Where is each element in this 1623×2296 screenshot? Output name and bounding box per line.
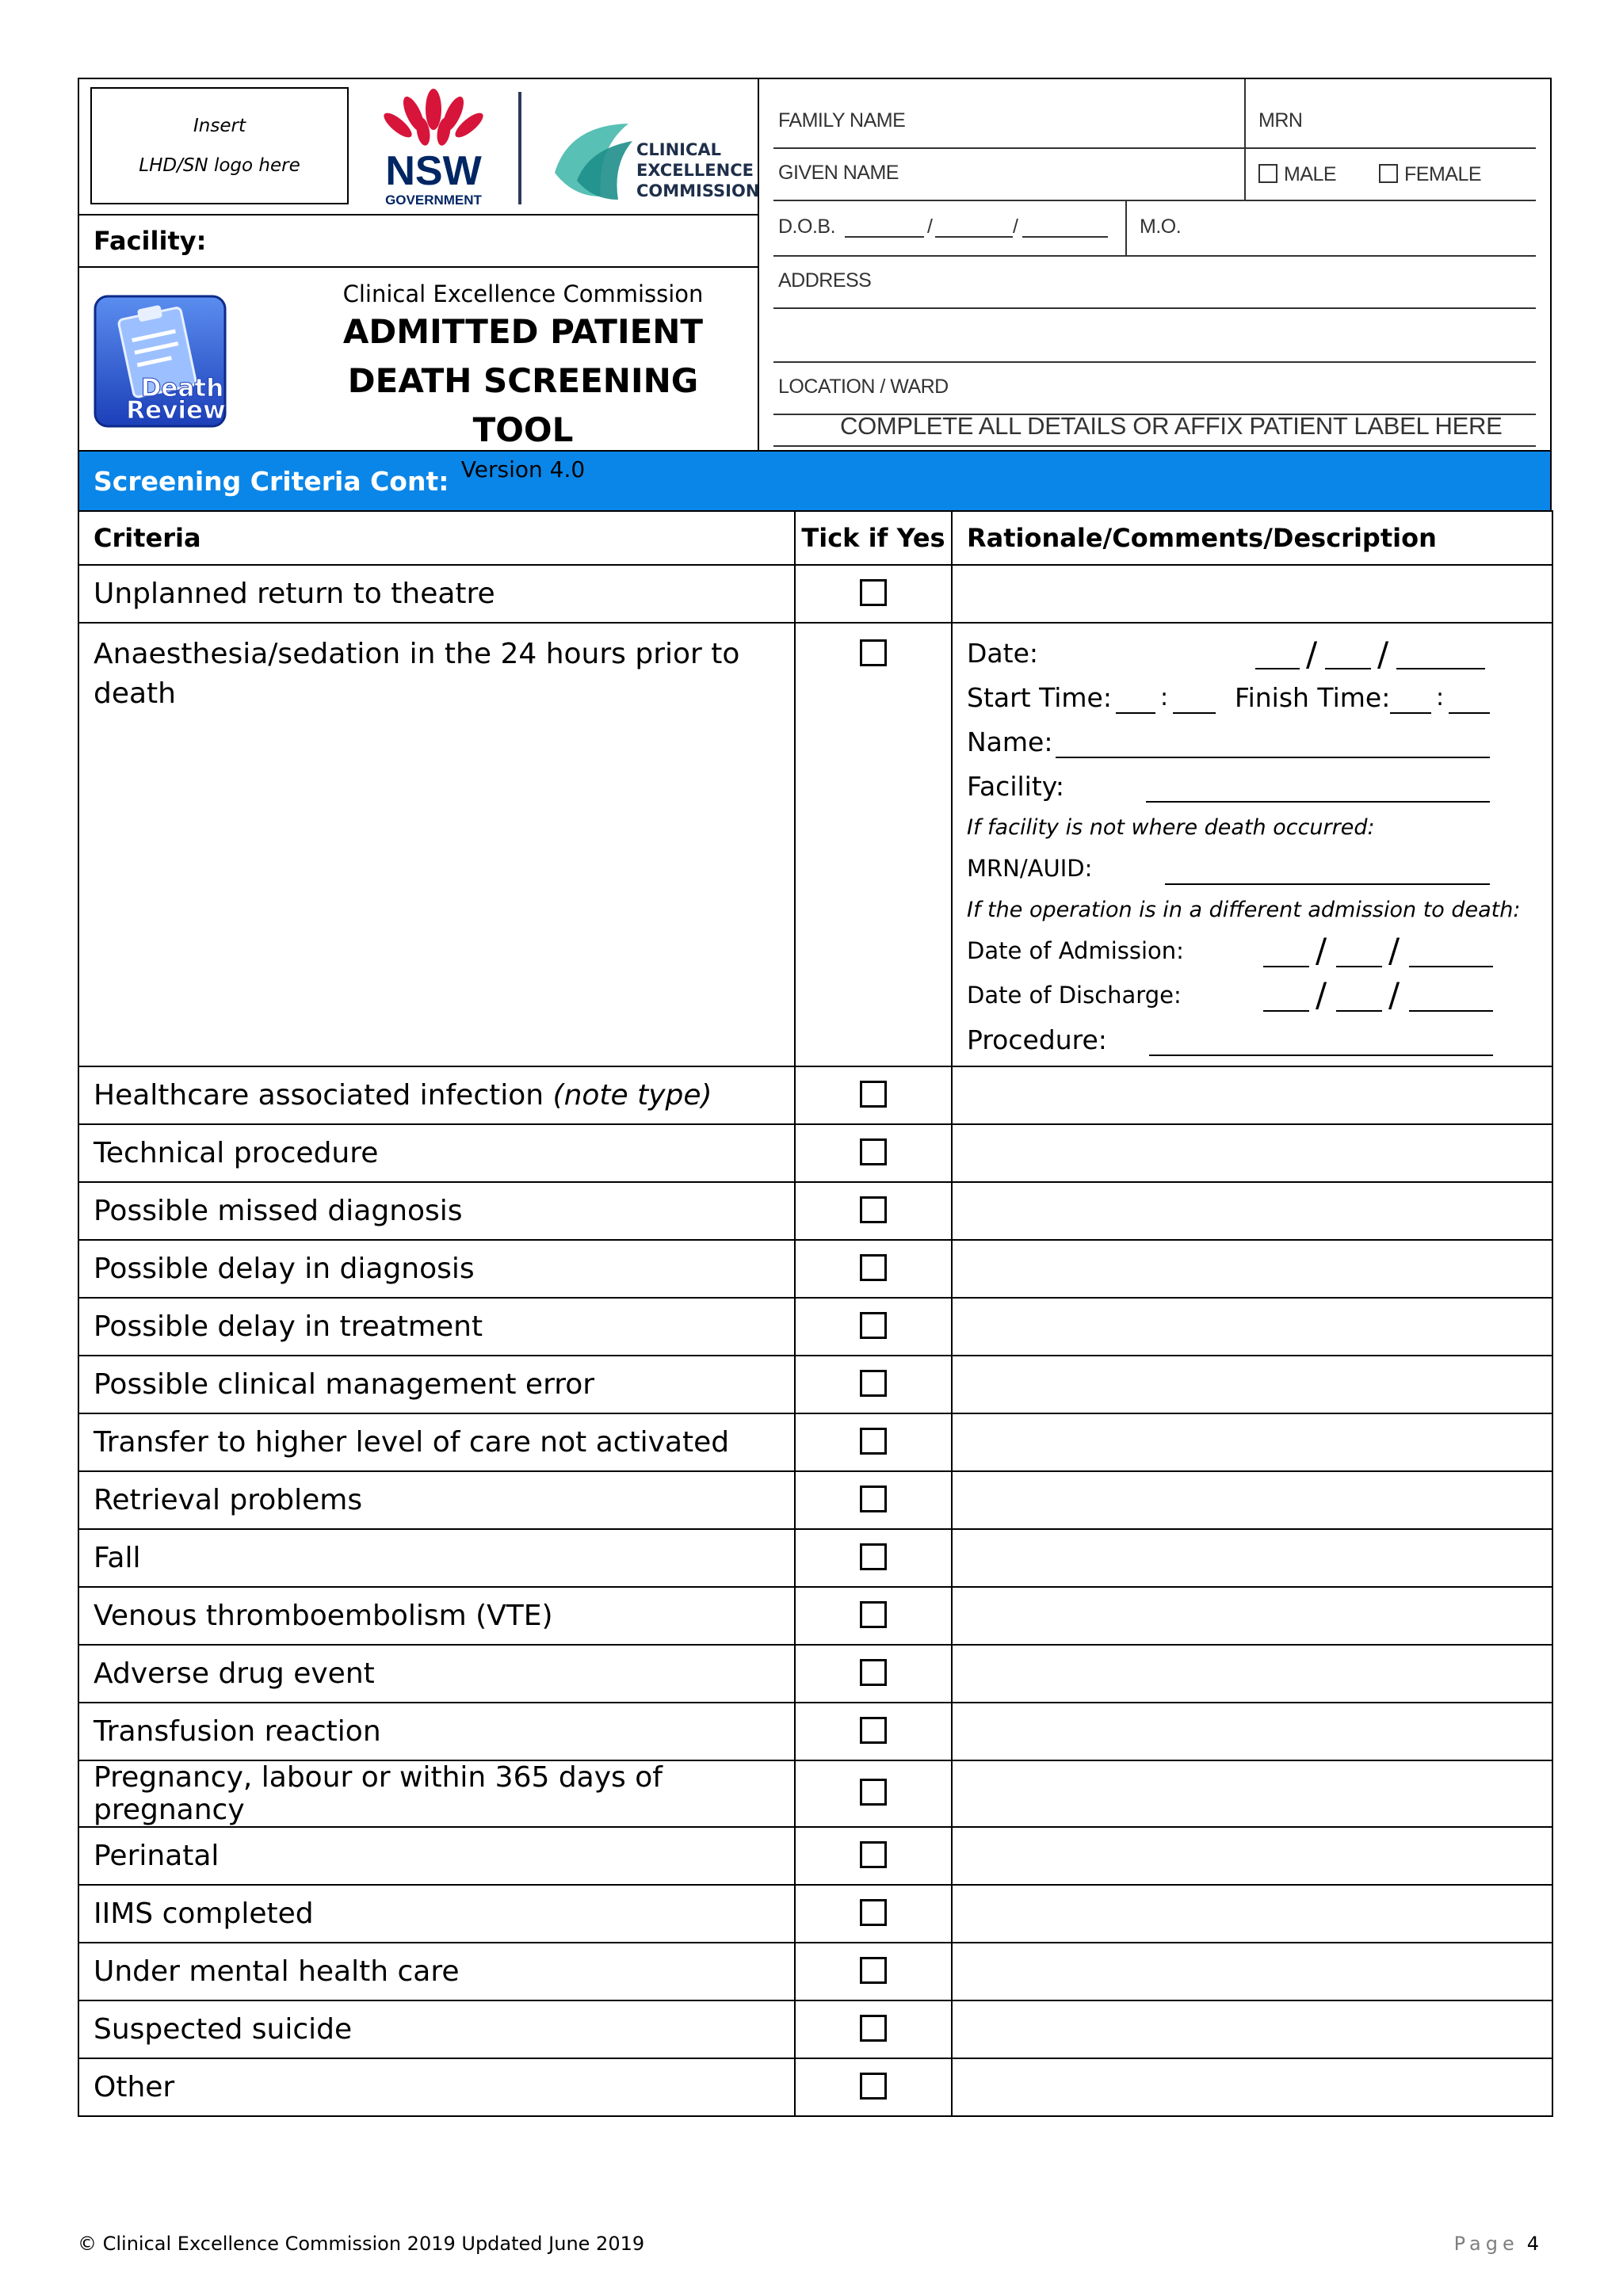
finish-time-minute[interactable]	[1449, 712, 1490, 714]
address-label: ADDRESS	[778, 269, 872, 292]
death-review-icon	[94, 295, 227, 428]
title-block	[309, 273, 737, 482]
tick-cell[interactable]	[795, 1645, 952, 1703]
criterion-label: Other	[78, 2058, 795, 2116]
table-row	[78, 1587, 1552, 1645]
tick-cell[interactable]	[795, 1885, 952, 1943]
title-line2: DEATH SCREENING TOOL	[347, 361, 699, 449]
page-label: Page	[1453, 2233, 1519, 2255]
male-option[interactable]	[1258, 163, 1336, 186]
comment-cell[interactable]	[952, 1356, 1552, 1413]
comment-cell[interactable]	[952, 1413, 1552, 1471]
tick-checkbox[interactable]	[860, 579, 887, 606]
comment-cell[interactable]	[952, 1587, 1552, 1645]
tick-cell[interactable]	[795, 623, 952, 1066]
facility-field[interactable]	[79, 214, 758, 268]
admission-month[interactable]	[1336, 966, 1382, 967]
female-option[interactable]	[1379, 163, 1481, 186]
facility-line[interactable]	[1146, 801, 1490, 803]
facility-label-anaes: Facility:	[967, 771, 1065, 802]
nsw-government-logo	[374, 86, 493, 209]
mrn-auid-line[interactable]	[1165, 883, 1490, 885]
criterion-label: Retrieval problems	[78, 1471, 795, 1529]
comment-cell[interactable]	[952, 1760, 1552, 1827]
tick-checkbox[interactable]	[860, 1138, 887, 1165]
nsw-logo-subtext: GOVERNMENT	[385, 193, 482, 208]
criterion-label: Fall	[78, 1529, 795, 1587]
tick-cell[interactable]	[795, 1471, 952, 1529]
footer-copyright: © Clinical Excellence Commission 2019 Updated June 2019	[78, 2233, 645, 2255]
table-row	[78, 1124, 1552, 1182]
male-checkbox[interactable]	[1258, 164, 1277, 183]
male-label: MALE	[1284, 163, 1337, 185]
comment-cell[interactable]	[952, 1240, 1552, 1298]
criterion-label: IIMS completed	[78, 1885, 795, 1943]
tick-checkbox[interactable]	[860, 1717, 887, 1744]
anaes-date-month[interactable]	[1325, 668, 1371, 669]
anaes-date-day[interactable]	[1255, 668, 1300, 669]
facility-note: If facility is not where death occurred:	[967, 815, 1375, 840]
name-line[interactable]	[1056, 757, 1490, 758]
date-discharge-label: Date of Discharge:	[967, 982, 1182, 1009]
given-name-line[interactable]	[773, 200, 1536, 201]
page-number: 4	[1526, 2233, 1539, 2255]
mrn-divider	[1244, 79, 1246, 200]
patient-label-note: COMPLETE ALL DETAILS OR AFFIX PATIENT LABEL HERE	[840, 412, 1503, 440]
tick-cell[interactable]	[795, 1943, 952, 2000]
date-admission-label: Date of Admission:	[967, 937, 1184, 964]
screening-criteria-table	[78, 510, 1553, 2117]
given-name-label: GIVEN NAME	[778, 162, 899, 184]
footer-page	[1454, 2233, 1539, 2255]
criterion-label: Technical procedure	[78, 1124, 795, 1182]
title-line1: ADMITTED PATIENT	[342, 312, 704, 351]
criterion-label: Possible delay in treatment	[78, 1298, 795, 1356]
tick-cell[interactable]	[795, 1066, 952, 1124]
table-row	[78, 2058, 1552, 2116]
table-row	[78, 2000, 1552, 2058]
dob-label: D.O.B.	[778, 215, 836, 238]
tick-checkbox[interactable]	[860, 1312, 887, 1339]
discharge-month[interactable]	[1336, 1010, 1382, 1012]
comment-cell[interactable]	[952, 1124, 1552, 1182]
tick-cell[interactable]	[795, 1703, 952, 1760]
form-page	[78, 78, 1552, 2117]
tick-checkbox[interactable]	[860, 2015, 887, 2042]
finish-time-hour[interactable]	[1390, 712, 1431, 714]
hai-text: Healthcare associated infection	[94, 1079, 544, 1112]
dob-divider	[1125, 200, 1127, 255]
start-time-label: Start Time:	[967, 682, 1112, 713]
tick-checkbox[interactable]	[860, 1957, 887, 1984]
procedure-line[interactable]	[1149, 1055, 1493, 1056]
anaesthesia-details: Date: / / Start Time: : Finish Time: : Name: Facility: If facility is not where death occurred: MRN/AUID: If the operation is in a different admission to death: Date of Admission: / / Date of Discharge: / / Procedure:	[967, 635, 1521, 1055]
comment-cell[interactable]	[952, 2000, 1552, 2058]
patient-label-area: FAMILY NAME MRN GIVEN NAME MALE FEMALE D.O.B. / / M.O. ADDRESS LOCATION / WARD COMPLETE ALL DETAILS OR AFFIX PATIENT LABEL HERE	[759, 79, 1550, 450]
tick-cell[interactable]	[795, 1529, 952, 1587]
tick-checkbox[interactable]	[860, 1370, 887, 1397]
procedure-label: Procedure:	[967, 1024, 1107, 1055]
admission-year[interactable]	[1409, 966, 1493, 967]
mrn-label: MRN	[1258, 109, 1303, 132]
label-bottom-line	[773, 445, 1536, 447]
mrn-auid-label: MRN/AUID:	[967, 855, 1093, 882]
table-row	[78, 1298, 1552, 1356]
female-label: FEMALE	[1404, 163, 1482, 185]
mo-label: M.O.	[1140, 215, 1182, 238]
tick-cell[interactable]	[795, 565, 952, 623]
table-row	[78, 1827, 1552, 1885]
comment-cell[interactable]	[952, 1943, 1552, 2000]
table-row	[78, 1182, 1552, 1240]
table-row	[78, 1943, 1552, 2000]
table-row	[78, 1703, 1552, 1760]
finish-time-label: Finish Time:	[1235, 682, 1391, 713]
comment-cell[interactable]	[952, 1885, 1552, 1943]
tick-checkbox[interactable]	[860, 2073, 887, 2100]
dob-row-line[interactable]	[773, 255, 1536, 257]
tick-checkbox[interactable]	[860, 639, 887, 666]
tick-cell[interactable]	[795, 1182, 952, 1240]
logo-divider	[518, 92, 521, 204]
rationale-header: Rationale/Comments/Description	[952, 511, 1552, 565]
tick-checkbox[interactable]	[860, 1081, 887, 1108]
table-row	[78, 1471, 1552, 1529]
tick-cell[interactable]	[795, 1356, 952, 1413]
comment-cell[interactable]	[952, 2058, 1552, 2116]
table-row	[78, 1240, 1552, 1298]
tick-cell[interactable]	[795, 1298, 952, 1356]
version-label: Version 4.0	[460, 456, 586, 482]
discharge-year[interactable]	[1409, 1010, 1493, 1012]
tick-cell[interactable]	[795, 1124, 952, 1182]
address-line2[interactable]	[773, 361, 1536, 363]
tick-cell[interactable]	[795, 1587, 952, 1645]
criterion-hai	[78, 1066, 795, 1124]
tick-checkbox[interactable]	[860, 1779, 887, 1806]
table-row	[78, 1885, 1552, 1943]
tick-checkbox[interactable]	[860, 1899, 887, 1926]
death-review-text2: Review	[126, 396, 226, 425]
tick-checkbox[interactable]	[860, 1601, 887, 1628]
criteria-header: Criteria	[78, 511, 795, 565]
criterion-label: Venous thromboembolism (VTE)	[78, 1587, 795, 1645]
anaesthesia-details-cell[interactable]	[952, 623, 1552, 1066]
criterion-label: Possible clinical management error	[78, 1356, 795, 1413]
comment-cell[interactable]	[952, 1471, 1552, 1529]
criterion-label: Pregnancy, labour or within 365 days of pregnancy	[78, 1760, 795, 1827]
tick-cell[interactable]	[795, 2000, 952, 2058]
anaes-date-label: Date:	[967, 638, 1038, 669]
section-title-bar	[78, 452, 1552, 510]
comment-cell[interactable]	[952, 1703, 1552, 1760]
table-row	[78, 1529, 1552, 1587]
criterion-label: Under mental health care	[78, 1943, 795, 2000]
tick-cell[interactable]	[795, 1413, 952, 1471]
criterion-anaesthesia: Anaesthesia/sedation in the 24 hours prior to death	[78, 623, 795, 1066]
table-row	[78, 1413, 1552, 1471]
nsw-logo-text: NSW	[385, 148, 482, 194]
dob-day-line[interactable]	[845, 236, 924, 238]
lhd-logo-placeholder	[90, 87, 349, 204]
dob-year-line[interactable]	[1022, 236, 1108, 238]
comment-cell[interactable]	[952, 1645, 1552, 1703]
criterion-label: Transfer to higher level of care not activated	[78, 1413, 795, 1471]
tick-checkbox[interactable]	[860, 1196, 887, 1223]
criterion-label: Transfusion reaction	[78, 1703, 795, 1760]
comment-cell[interactable]	[952, 1298, 1552, 1356]
comment-cell[interactable]	[952, 565, 1552, 623]
criterion-label: Possible delay in diagnosis	[78, 1240, 795, 1298]
hai-note: (note type)	[552, 1079, 712, 1112]
cec-logo	[553, 117, 759, 204]
operation-note: If the operation is in a different admission to death:	[967, 898, 1521, 922]
tick-checkbox[interactable]	[860, 1543, 887, 1570]
address-line1[interactable]	[773, 307, 1536, 309]
cec-logo-line3: COMMISSION	[636, 181, 759, 200]
tick-cell[interactable]	[795, 2058, 952, 2116]
table-row	[78, 565, 1552, 623]
start-time-hour[interactable]	[1116, 712, 1155, 714]
anaes-date-year[interactable]	[1396, 668, 1485, 669]
criterion-unplanned-return: Unplanned return to theatre	[78, 565, 795, 623]
criterion-label: Perinatal	[78, 1827, 795, 1885]
name-label: Name:	[967, 727, 1053, 757]
criterion-label: Adverse drug event	[78, 1645, 795, 1703]
table-row	[78, 1356, 1552, 1413]
comment-cell[interactable]	[952, 1529, 1552, 1587]
tick-checkbox[interactable]	[860, 1254, 887, 1281]
admission-day[interactable]	[1263, 966, 1309, 967]
table-row	[78, 1645, 1552, 1703]
family-name-line[interactable]	[773, 147, 1536, 149]
table-row-anaesthesia	[78, 623, 1552, 1066]
comment-cell[interactable]	[952, 1827, 1552, 1885]
logo-placeholder-line1: Insert	[193, 116, 246, 136]
tick-checkbox[interactable]	[860, 1486, 887, 1512]
tick-checkbox[interactable]	[860, 1841, 887, 1868]
organisation-name: Clinical Excellence Commission	[342, 280, 704, 307]
family-name-label: FAMILY NAME	[778, 109, 906, 132]
tick-cell[interactable]	[795, 1240, 952, 1298]
table-row	[78, 1066, 1552, 1124]
table-row	[78, 1760, 1552, 1827]
section-title: Screening Criteria Cont:	[94, 465, 449, 497]
tick-checkbox[interactable]	[860, 1659, 887, 1686]
tick-checkbox[interactable]	[860, 1428, 887, 1455]
death-review-text1: Death	[140, 374, 224, 402]
tick-cell[interactable]	[795, 1827, 952, 1885]
discharge-day[interactable]	[1263, 1010, 1309, 1012]
female-checkbox[interactable]	[1379, 164, 1398, 183]
logo-placeholder-line2: LHD/SN logo here	[139, 155, 300, 176]
criterion-label: Possible missed diagnosis	[78, 1182, 795, 1240]
tick-cell[interactable]	[795, 1760, 952, 1827]
tick-header: Tick if Yes	[795, 511, 952, 565]
facility-label: Facility:	[94, 226, 207, 256]
comment-cell[interactable]	[952, 1182, 1552, 1240]
comment-cell[interactable]	[952, 1066, 1552, 1124]
cec-logo-line1: CLINICAL	[636, 140, 722, 159]
start-time-minute[interactable]	[1173, 712, 1216, 714]
cec-logo-line2: EXCELLENCE	[636, 161, 754, 180]
location-ward-label: LOCATION / WARD	[778, 376, 949, 398]
table-header-row	[78, 511, 1552, 565]
dob-month-line[interactable]	[935, 236, 1013, 238]
criterion-label: Suspected suicide	[78, 2000, 795, 2058]
